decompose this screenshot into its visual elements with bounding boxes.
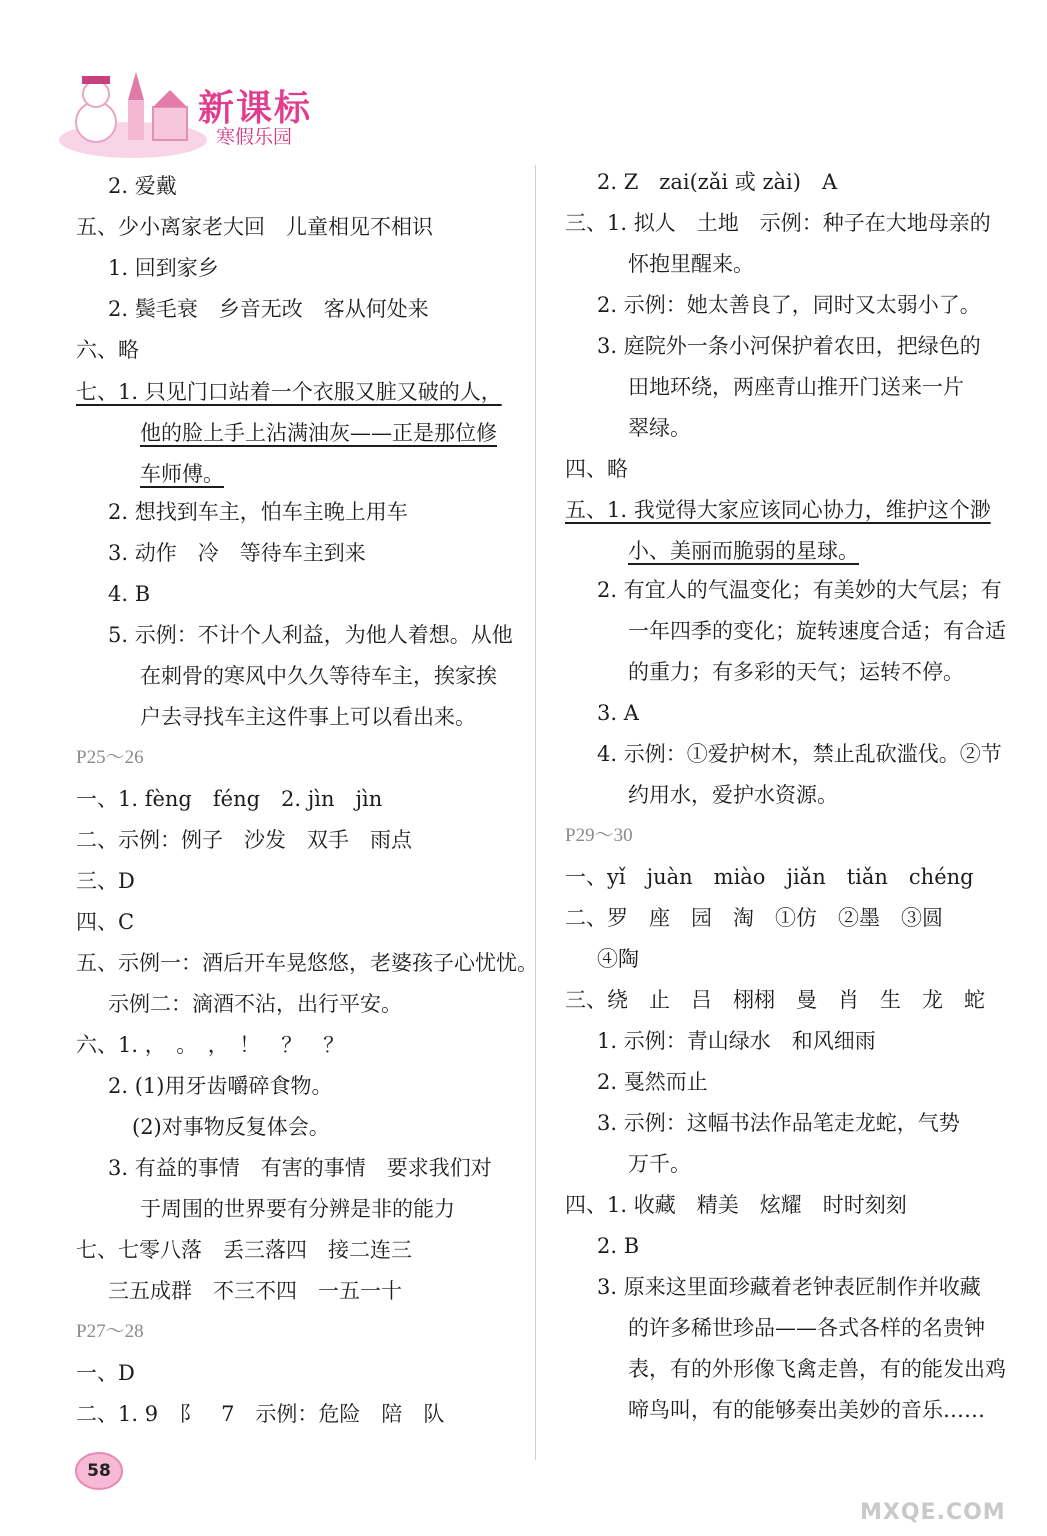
- answer-line: 3. 原来这里面珍藏着老钟表匠制作并收藏: [597, 1275, 981, 1299]
- answer-line: 二、示例：例子 沙发 双手 雨点: [76, 828, 412, 852]
- page-range-heading: P25～26: [76, 747, 144, 768]
- answer-line: 田地环绕，两座青山推开门送来一片: [628, 375, 964, 399]
- page-number-badge: [75, 1452, 123, 1490]
- answer-line: 六、略: [76, 338, 139, 362]
- answer-line: 表，有的外形像飞禽走兽，有的能发出鸡: [628, 1357, 1006, 1381]
- answer-line: 四、略: [565, 457, 628, 481]
- page-range-heading: P29～30: [565, 825, 633, 846]
- answer-line: 四、1. 收藏 精美 炫耀 时时刻刻: [565, 1193, 907, 1217]
- answer-line: 2. 爱戴: [108, 174, 177, 198]
- answer-line: 一年四季的变化；旋转速度合适；有合适: [628, 619, 1006, 643]
- answer-line: 4. B: [108, 582, 151, 606]
- answer-line: 3. 有益的事情 有害的事情 要求我们对: [108, 1156, 492, 1180]
- answer-line: 2. 示例：她太善良了，同时又太弱小了。: [597, 293, 981, 317]
- answer-line: 一、1. fèng féng 2. jìn jìn: [76, 787, 383, 811]
- answer-line: 一、D: [76, 1361, 135, 1385]
- answer-line: 3. 庭院外一条小河保护着农田，把绿色的: [597, 334, 981, 358]
- answer-line: 户去寻找车主这件事上可以看出来。: [140, 705, 476, 729]
- logo-subtitle: 寒假乐园: [216, 126, 293, 148]
- answer-line: ④陶: [597, 947, 639, 971]
- answer-line-underlined: 他的脸上手上沾满油灰——正是那位修: [140, 421, 497, 445]
- answer-line: 于周围的世界要有分辨是非的能力: [140, 1197, 455, 1221]
- answer-line: 在刺骨的寒风中久久等待车主，挨家挨: [140, 664, 497, 688]
- answer-line: 3. 示例：这幅书法作品笔走龙蛇，气势: [597, 1111, 960, 1135]
- answer-line: 怀抱里醒来。: [628, 252, 754, 276]
- answer-line: 三、D: [76, 869, 135, 893]
- answer-line: 二、1. 9 阝 7 示例：危险 陪 队: [76, 1402, 445, 1426]
- answer-line: 一、yǐ juàn miào jiǎn tiǎn chéng: [565, 865, 974, 889]
- answer-line: 的许多稀世珍品——各式各样的名贵钟: [628, 1316, 985, 1340]
- answer-line: 2. (1)用牙齿嚼碎食物。: [108, 1074, 333, 1098]
- snowman-castle-icon: [58, 62, 208, 162]
- logo-title: 新课标: [198, 88, 313, 129]
- answer-line: 3. 动作 冷 等待车主到来: [108, 541, 366, 565]
- answer-line-underlined: 车师傅。: [140, 462, 224, 486]
- answer-line: 二、罗 座 园 淘 ①仿 ②墨 ③圆: [565, 906, 943, 930]
- answer-line: 七、七零八落 丢三落四 接二连三: [76, 1238, 412, 1262]
- answer-line-underlined: 五、1. 我觉得大家应该同心协力，维护这个渺: [565, 498, 991, 522]
- answer-line: 五、少小离家老大回 儿童相见不相识: [76, 215, 433, 239]
- answer-line: 啼鸟叫，有的能够奏出美妙的音乐……: [628, 1398, 985, 1422]
- answer-line: 三、绕 止 吕 栩栩 曼 肖 生 龙 蛇: [565, 988, 985, 1012]
- page-number: 58: [87, 1461, 111, 1481]
- answer-line: 三五成群 不三不四 一五一十: [108, 1279, 402, 1303]
- answer-line: 翠绿。: [628, 416, 691, 440]
- answer-line-underlined: 七、1. 只见门口站着一个衣服又脏又破的人，: [76, 380, 502, 404]
- answer-line: 1. 示例：青山绿水 和风细雨: [597, 1029, 876, 1053]
- page-range-heading: P27～28: [76, 1321, 144, 1342]
- answer-line: 约用水，爱护水资源。: [628, 783, 838, 807]
- column-divider: [535, 165, 536, 1460]
- answer-line: 六、1. ， 。 ， ！ ？ ？: [76, 1033, 345, 1057]
- answer-line: 2. 戛然而止: [597, 1070, 708, 1094]
- watermark-text: MXQE.COM: [860, 1500, 1006, 1525]
- answer-line: 2. 有宜人的气温变化；有美妙的大气层；有: [597, 578, 1002, 602]
- answer-line: 3. A: [597, 701, 639, 725]
- answer-line: 三、1. 拟人 土地 示例：种子在大地母亲的: [565, 211, 991, 235]
- book-logo: [58, 62, 348, 162]
- answer-line: (2)对事物反复体会。: [132, 1115, 330, 1139]
- answer-line: 5. 示例：不计个人利益，为他人着想。从他: [108, 623, 513, 647]
- answer-line: 四、C: [76, 910, 135, 934]
- answer-line: 示例二：滴酒不沾，出行平安。: [108, 992, 402, 1016]
- answer-line: 五、示例一：酒后开车晃悠悠，老婆孩子心忧忧。: [76, 951, 538, 975]
- answer-line: 1. 回到家乡: [108, 256, 219, 280]
- answer-line: 2. 想找到车主，怕车主晚上用车: [108, 500, 408, 524]
- answer-line: 2. B: [597, 1234, 640, 1258]
- answer-line: 4. 示例：①爱护树木，禁止乱砍滥伐。②节: [597, 742, 1002, 766]
- answer-line-underlined: 小、美丽而脆弱的星球。: [628, 539, 859, 563]
- answer-line: 的重力；有多彩的天气；运转不停。: [628, 660, 964, 684]
- answer-line: 万千。: [628, 1152, 691, 1176]
- answer-line: 2. Z zai(zǎi 或 zài) A: [597, 170, 838, 194]
- watermark: [860, 1455, 1030, 1525]
- answer-line: 2. 鬓毛衰 乡音无改 客从何处来: [108, 297, 429, 321]
